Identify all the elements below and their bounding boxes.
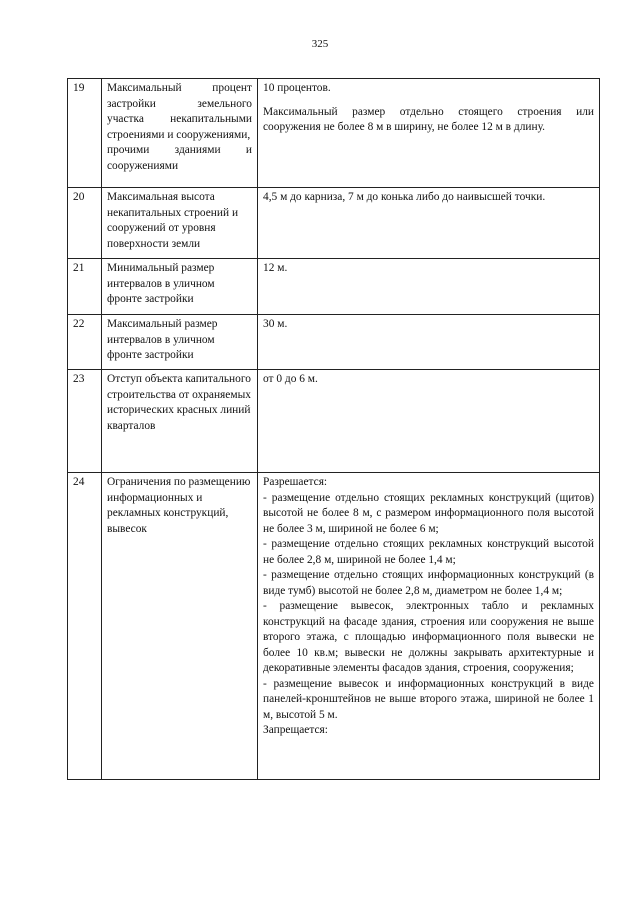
value-paragraph: 30 м. (263, 318, 288, 330)
parameter-name (102, 188, 258, 259)
table-row (68, 188, 600, 259)
value-paragraph: Запрещается: (263, 724, 328, 736)
page-number: 325 (311, 38, 329, 50)
row-number: 22 (68, 315, 102, 370)
table-row (68, 370, 600, 473)
value-paragraph: - размещение отдельно стоящих информационных конструкций (в виде тумб) высотой не более 2,8 м, диаметром не более 1,4 м; (263, 569, 594, 597)
parameter-value (258, 259, 600, 315)
value-paragraph: 12 м. (263, 262, 288, 274)
table-row (68, 315, 600, 370)
table-row (68, 473, 600, 780)
parameter-value (258, 370, 600, 473)
parameter-name-line: Минимальный размер интервалов в уличном фронте застройки (107, 262, 215, 305)
parameter-name (102, 370, 258, 473)
row-number: 24 (68, 473, 102, 780)
row-number: 19 (68, 79, 102, 188)
parameter-name-line: Максимальная высота некапитальных строений и сооружений от уровня поверхности земли (107, 191, 239, 250)
parameter-name (102, 79, 258, 188)
value-paragraph: - размещение отдельно стоящих рекламных конструкций (щитов) высотой не более 8 м, с размером информационного поля высотой не более 3 м, шириной не более 6 м; (263, 491, 594, 535)
value-paragraph: - размещение отдельно стоящих рекламных конструкций высотой не более 2,8 м, шириной не более 1,4 м; (263, 538, 594, 566)
value-paragraph: 10 процентов. (263, 82, 331, 94)
table-row (68, 79, 600, 188)
row-number: 20 (68, 188, 102, 259)
parameter-name (102, 315, 258, 370)
parameter-value (258, 79, 600, 188)
value-paragraph: - размещение вывесок и информационных конструкций в виде панелей-кронштейнов не выше второго этажа, шириной не более 1 м, высотой 5 м. (263, 677, 594, 721)
regulations-table (67, 78, 600, 780)
parameter-name-line: Отступ объекта капитального строительства от охраняемых исторических красных линий кварталов (107, 373, 251, 432)
table-row (68, 259, 600, 315)
row-number: 21 (68, 259, 102, 315)
parameter-name (102, 473, 258, 780)
parameter-value (258, 315, 600, 370)
parameter-value (258, 473, 600, 780)
parameter-value (258, 188, 600, 259)
value-paragraph: от 0 до 6 м. (263, 373, 318, 385)
value-paragraph: 4,5 м до карниза, 7 м до конька либо до наивысшей точки. (263, 191, 546, 203)
parameter-name-line: Максимальный размер интервалов в уличном фронте застройки (107, 318, 218, 361)
parameter-name-line: Ограничения по размещению информационных и рекламных конструкций, вывесок (107, 476, 251, 535)
value-paragraph: Максимальный размер отдельно стоящего строения или сооружения не более 8 м в ширину, не более 12 м в длину. (263, 105, 594, 133)
row-number: 23 (68, 370, 102, 473)
parameter-name-line: Максимальный процент застройки земельного участка некапитальными строениями и сооружениями, (107, 82, 252, 141)
value-paragraph: - размещение вывесок, электронных табло и рекламных конструкций на фасаде здания, строения или сооружения не выше второго этажа, с площадью информационного поля вывески не более 10 кв.м; вывески не должны закрывать архитектурные и декоративные элементы фасадов здания, строения, сооружения; (263, 600, 594, 674)
value-paragraph: Разрешается: (263, 476, 328, 488)
parameter-name-line: прочими зданиями и сооружениями (107, 144, 252, 172)
parameter-name (102, 259, 258, 315)
